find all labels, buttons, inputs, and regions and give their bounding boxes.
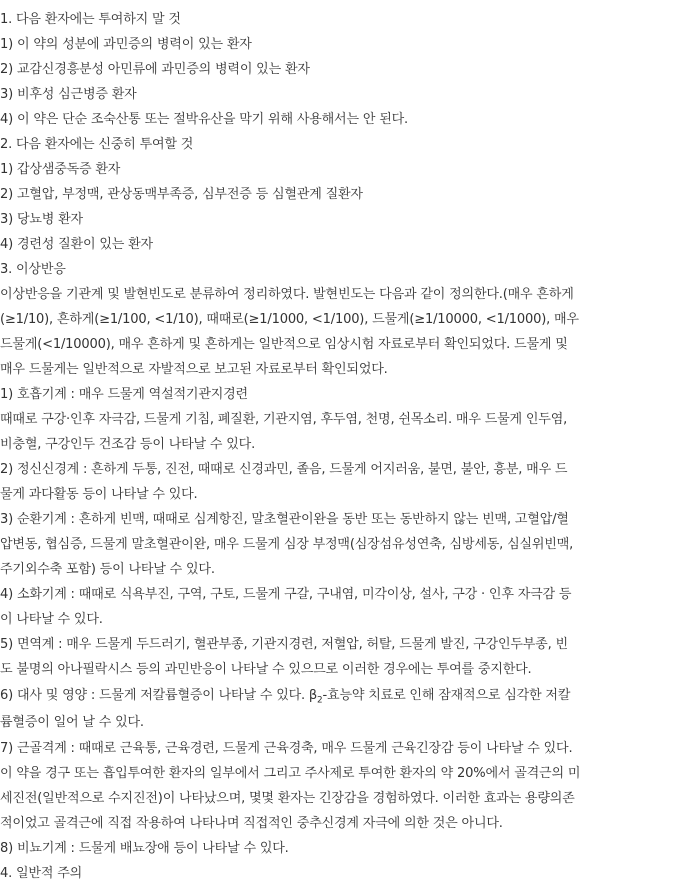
text-line-with-subscript	[0, 682, 684, 709]
text-line: 압변동, 협심증, 드물게 말초혈관이완, 매우 드물게 심장 부정맥(심장섬유성연축, 심방세동, 심실위빈맥,	[0, 537, 574, 552]
text-line: 4) 경련성 질환이 있는 환자	[0, 237, 153, 252]
text-line: 4) 소화기계 : 때때로 식욕부진, 구역, 구토, 드물게 구갈, 구내염, 미각이상, 설사, 구강 · 인후 자극감 등	[0, 587, 572, 602]
subscript: 2	[317, 695, 323, 706]
text-line: 물게 과다활동 등이 나타날 수 있다.	[0, 487, 198, 502]
text-line: 세진전(일반적으로 수지진전)이 나타났으며, 몇몇 환자는 긴장감을 경험하였다. 이러한 효과는 용량의존	[0, 791, 575, 806]
text-line: 2) 고혈압, 부정맥, 관상동맥부족증, 심부전증 등 심혈관계 질환자	[0, 187, 363, 202]
text-line: 1) 갑상샘중독증 환자	[0, 162, 121, 177]
text-line: 5) 면역계 : 매우 드물게 두드러기, 혈관부종, 기관지경련, 저혈압, 허탈, 드물게 발진, 구강인두부종, 빈	[0, 637, 568, 652]
section-heading-general-precautions: 4. 일반적 주의	[0, 866, 83, 881]
text-line: 8) 비뇨기계 : 드물게 배뇨장애 등이 나타날 수 있다.	[0, 841, 289, 856]
text-line: 때때로 구강·인후 자극감, 드물게 기침, 폐질환, 기관지염, 후두염, 천명, 쉰목소리. 매우 드물게 인두염,	[0, 412, 568, 427]
text-line: 이 나타날 수 있다.	[0, 612, 103, 627]
text-line: 이 약을 경구 또는 흡입투여한 환자의 일부에서 그리고 주사제로 투여한 환자의 약 20%에서 골격근의 미	[0, 766, 581, 781]
text-segment: -효능약 치료로 인해 잠재적으로 심각한 저칼	[322, 688, 571, 703]
text-line: 3) 당뇨병 환자	[0, 212, 83, 227]
text-line: 3) 비후성 심근병증 환자	[0, 87, 137, 102]
text-line: 1) 이 약의 성분에 과민증의 병력이 있는 환자	[0, 37, 252, 52]
text-line: 2) 정신신경계 : 흔하게 두통, 진전, 때때로 신경과민, 졸음, 드물게 어지러움, 불면, 불안, 흥분, 매우 드	[0, 462, 568, 477]
text-line: 비충혈, 구강인두 건조감 등이 나타날 수 있다.	[0, 437, 256, 452]
section-heading-caution: 2. 다음 환자에는 신중히 투여할 것	[0, 137, 194, 152]
text-line: 4) 이 약은 단순 조숙산통 또는 절박유산을 막기 위해 사용해서는 안 된다.	[0, 112, 408, 127]
text-line: 3) 순환기계 : 흔하게 빈맥, 때때로 심계항진, 말초혈관이완을 동반 또는 동반하지 않는 빈맥, 고혈압/혈	[0, 512, 569, 527]
text-line: 7) 근골격계 : 때때로 근육통, 근육경련, 드물게 근육경축, 매우 드물게 근육긴장감 등이 나타날 수 있다.	[0, 741, 573, 756]
text-line: 적이었고 골격근에 직접 작용하여 나타나며 직접적인 중추신경계 자극에 의한 것은 아니다.	[0, 816, 503, 831]
text-line: 주기외수축 포함) 등이 나타날 수 있다.	[0, 562, 215, 577]
text-line: 2) 교감신경흥분성 아민류에 과민증의 병력이 있는 환자	[0, 62, 310, 77]
text-line: 이상반응을 기관계 및 발현빈도로 분류하여 정리하였다. 발현빈도는 다음과 같이 정의한다.(매우 흔하게	[0, 287, 574, 302]
text-line: (≥1/10), 흔하게(≥1/100, <1/10), 때때로(≥1/1000, <1/100), 드물게(≥1/10000, <1/1000), 매우	[0, 312, 579, 327]
section-heading-adverse-reactions: 3. 이상반응	[0, 262, 66, 277]
text-line: 드물게(<1/10000), 매우 흔하게 및 흔하게는 일반적으로 임상시험 자료로부터 확인되었다. 드물게 및	[0, 337, 568, 352]
section-heading-contraindications: 1. 다음 환자에는 투여하지 말 것	[0, 12, 181, 27]
text-line: 1) 호흡기계 : 매우 드물게 역설적기관지경련	[0, 387, 248, 402]
text-line: 매우 드물게는 일반적으로 자발적으로 보고된 자료로부터 확인되었다.	[0, 362, 388, 377]
text-line: 도 불명의 아나필락시스 등의 과민반응이 나타날 수 있으므로 이러한 경우에는 투여를 중지한다.	[0, 662, 532, 677]
text-line: 륨혈증이 일어 날 수 있다.	[0, 715, 144, 730]
text-segment: 6) 대사 및 영양 : 드물게 저칼륨혈증이 나타날 수 있다. β	[0, 688, 318, 703]
